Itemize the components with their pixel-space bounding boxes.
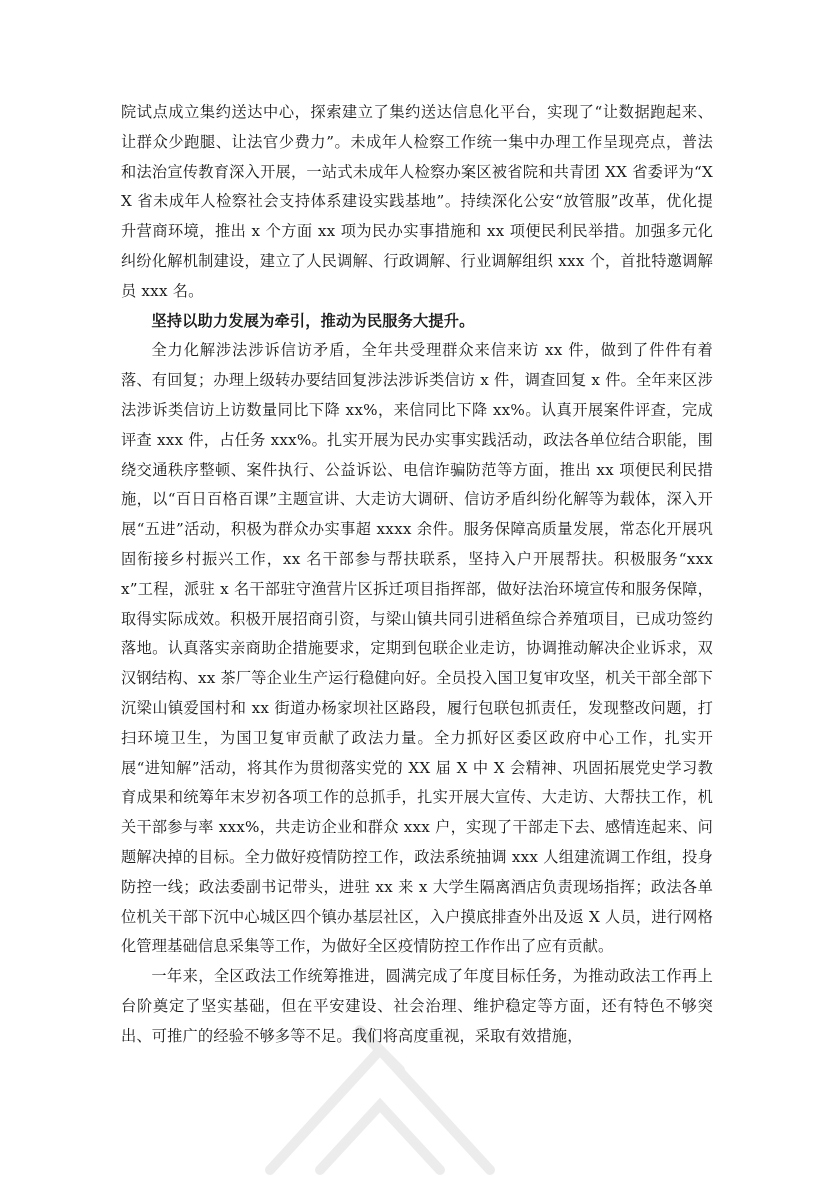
paragraph-continuation: 院试点成立集约送达中心，探索建立了集约送达信息化平台，实现了“让数据跑起来、让群众少跑腿、让法官少费力”。未成年人检察工作统一集中办理工作呈现亮点，普法和法治宣传教育深入开展，一站式未成年人检察办案区被省院和共青团 XX 省委评为“XX 省未成年人检察社会支持体系建设实践基地”。持续深化公安“放管服”改革，优化提升营商环境，推出 x 个方面 xx 项为民办实事措施和 xx 项便民利民举措。加强多元化纠纷化解机制建设，建立了人民调解、行政调解、行业调解组织 xxx 个，首批特邀调解员 xxx 名。 — [121, 103, 713, 300]
paragraph-summary: 一年来，全区政法工作统筹推进，圆满完成了年度目标任务，为推动政法工作再上台阶奠定了坚实基础，但在平安建设、社会治理、维护稳定等方面，还有特色不够突出、可推广的经验不够多等不足。我们将高度重视，采取有效措施， — [121, 967, 713, 1045]
document-body — [121, 98, 713, 1052]
paragraph-service: 全力化解涉法涉诉信访矛盾，全年共受理群众来信来访 xx 件，做到了件件有着落、有回复；办理上级转办要结回复涉法涉诉类信访 x 件，调查回复 x 件。全年来区涉法涉诉类信访上访数量同比下降 xx%，来信同比下降 xx%。认真开展案件评查，完成评查 xxx 件，占任务 xxx%。扎实开展为民办实事实践活动，政法各单位结合职能，围绕交通秩序整顿、案件执行、公益诉讼、电信诈骗防范等方面，推出 xx 项便民利民措施，以“百日百格百课”主题宣讲、大走访大调研、信访矛盾纠纷化解等为载体，深入开展“五进”活动，积极为群众办实事超 xxxx 余件。服务保障高质量发展，常态化开展巩固衔接乡村振兴工作，xx 名干部参与帮扶联系，坚持入户开展帮扶。积极服务“xxxx”工程，派驻 x 名干部驻守渔营片区拆迁项目指挥部，做好法治环境宣传和服务保障，取得实际成效。积极开展招商引资，与梁山镇共同引进稻鱼综合养殖项目，已成功签约落地。认真落实亲商助企措施要求，定期到包联企业走访，协调推动解决企业诉求，双汉钢结构、xx 茶厂等企业生产运行稳健向好。全员投入国卫复审攻坚，机关干部全部下沉梁山镇爱国村和 xx 街道办杨家坝社区路段，履行包联包抓责任，发现整改问题，打扫环境卫生，为国卫复审贡献了政法力量。全力抓好区委区政府中心工作，扎实开展“进知解”活动，将其作为贯彻落实党的 XX 届 X 中 X 会精神、巩固拓展党史学习教育成果和统筹年末岁初各项工作的总抓手，扎实开展大宣传、大走访、大帮扶工作，机关干部参与率 xxx%，共走访企业和群众 xxx 户，实现了干部走下去、感情连起来、问题解决掉的目标。全力做好疫情防控工作，政法系统抽调 xxx 人组建流调工作组，投身防控一线；政法委副书记带头，进驻 xx 来 x 大学生隔离酒店负责现场指挥；政法各单位机关干部下沉中心城区四个镇办基层社区，入户摸底排查外出及返 X 人员，进行网格化管理基础信息采集等工作，为做好全区疫情防控工作作出了应有贡献。 — [121, 341, 713, 956]
section-heading: 坚持以助力发展为牵引，推动为民服务大提升。 — [151, 311, 475, 330]
